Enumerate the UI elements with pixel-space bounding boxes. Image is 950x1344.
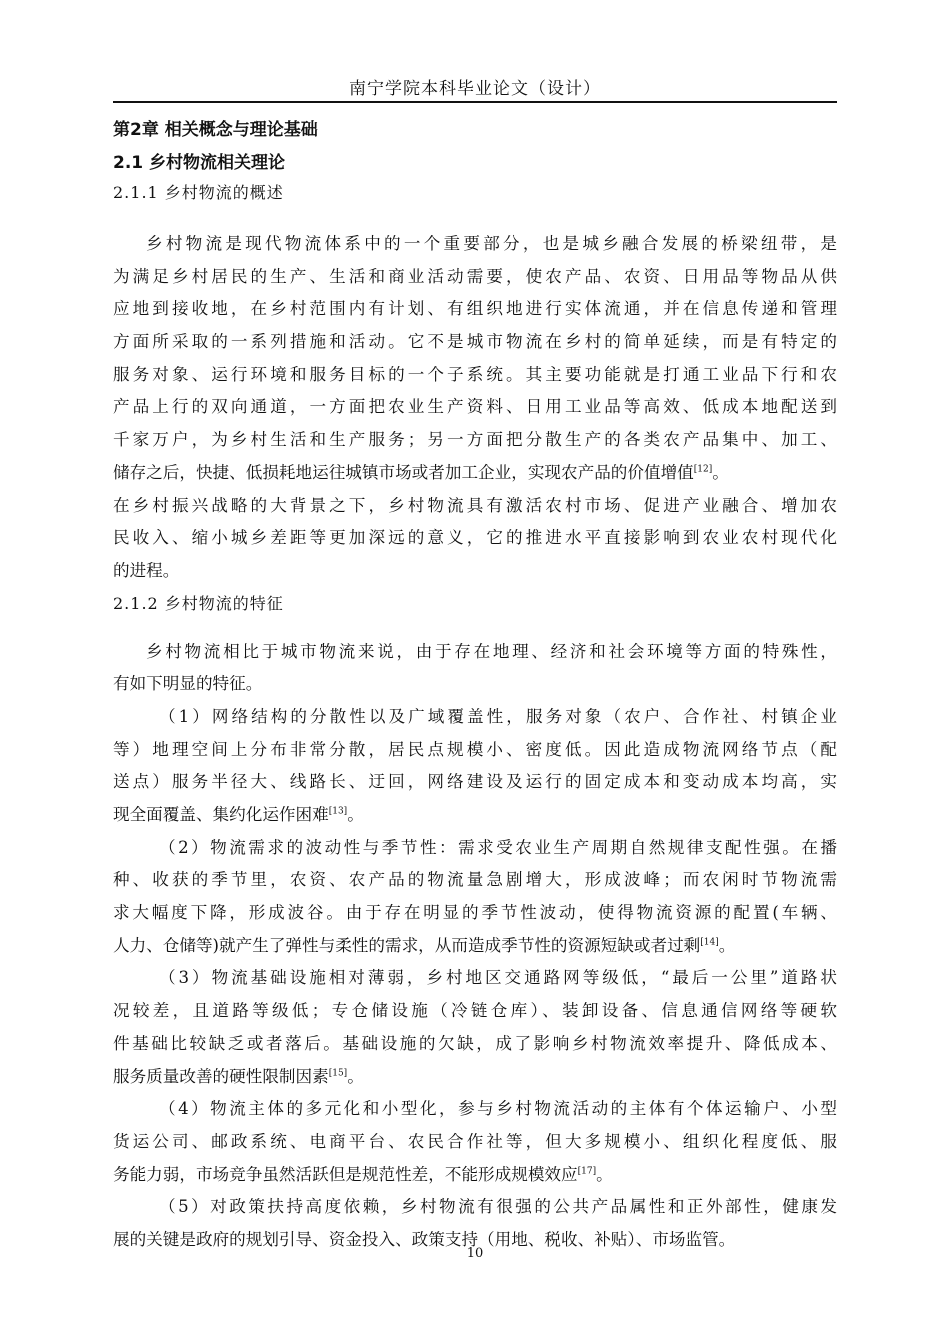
feature-item-2 — [113, 832, 837, 963]
text-run: 务能力弱，市场竞争虽然活跃但是规范性差，不能形成规模效应 — [113, 1164, 578, 1184]
text-line: 求大幅度下降，形成波谷。由于存在明显的季节性波动，使得物流资源的配置(车辆、 — [113, 903, 837, 923]
text-run: 。 — [347, 1066, 364, 1086]
text-line: 等）地理空间上分布非常分散，居民点规模小、密度低。因此造成物流网络节点（配 — [113, 739, 837, 759]
text-run: 储存之后，快捷、低损耗地运往城镇市场或者加工企业，实现农产品的价值增值 — [113, 462, 694, 482]
text-line: 乡村物流相比于城市物流来说，由于存在地理、经济和社会环境等方面的特殊性， — [146, 641, 837, 661]
spacer — [113, 620, 837, 636]
text-line — [113, 457, 837, 490]
text-line: 方面所采取的一系列措施和活动。它不是城市物流在乡村的简单延续，而是有特定的 — [113, 332, 837, 352]
text-line: （1）网络结构的分散性以及广域覆盖性，服务对象（农户、合作社、村镇企业 — [159, 706, 837, 726]
text-line: 有如下明显的特征。 — [113, 674, 263, 694]
text-line: （3）物流基础设施相对薄弱，乡村地区交通路网等级低，“最后一公里”道路状 — [159, 968, 837, 988]
text-line: （4）物流主体的多元化和小型化，参与乡村物流活动的主体有个体运输户、小型 — [159, 1099, 837, 1119]
text-line: 货运公司、邮政系统、电商平台、农民合作社等，但大多规模小、组织化程度低、服 — [113, 1131, 837, 1151]
text-run: 。 — [712, 462, 729, 482]
citation: [12] — [693, 464, 713, 475]
text-line: 种、收获的季节里，农资、农产品的物流量急剧增大，形成波峰；而农闲时节物流需 — [113, 870, 837, 890]
text-line: （2）物流需求的波动性与季节性：需求受农业生产周期自然规律支配性强。在播 — [159, 837, 837, 857]
text-line — [113, 1159, 837, 1192]
citation: [14] — [700, 937, 719, 948]
feature-item-3 — [113, 962, 837, 1093]
text-run: 人力、仓储等)就产生了弹性与柔性的需求，从而造成季节性的资源短缺或者过剩 — [113, 935, 701, 955]
text-line: 在乡村振兴战略的大背景之下，乡村物流具有激活农村市场、促进产业融合、增加农 — [113, 495, 837, 515]
text-line: 况较差，且道路等级低；专仓储设施（冷链仓库）、装卸设备、信息通信网络等硬软 — [113, 1001, 837, 1021]
text-run: 。 — [718, 935, 736, 955]
chapter-title: 第2章 相关概念与理论基础 — [113, 120, 318, 140]
header-rule — [113, 101, 837, 103]
citation: [17] — [577, 1166, 597, 1177]
main-content — [113, 112, 837, 1257]
text-line: 民收入、缩小城乡差距等更加深远的意义，它的推进水平直接影响到农业农村现代化 — [113, 528, 837, 548]
subsection-title-features: 2.1.2 乡村物流的特征 — [113, 593, 284, 613]
text-line: （5）对政策扶持高度依赖，乡村物流有很强的公共产品属性和正外部性，健康发 — [159, 1197, 837, 1217]
text-line — [113, 930, 837, 963]
text-line: 送点）服务半径大、线路长、迂回，网络建设及运行的固定成本和变动成本均高，实 — [113, 772, 837, 792]
text-run: 。 — [596, 1164, 613, 1184]
text-run: 。 — [347, 805, 364, 824]
text-line: 产品上行的双向通道，一方面把农业生产资料、日用工业品等高效、低成本地配送到 — [113, 397, 837, 417]
feature-item-4 — [113, 1093, 837, 1191]
text-line — [113, 799, 837, 832]
subsection-title-overview: 2.1.1 乡村物流的概述 — [113, 183, 284, 202]
page-number: 10 — [466, 1246, 484, 1261]
text-line: 为满足乡村居民的生产、生活和商业活动需要，使农产品、农资、日用品等物品从供 — [113, 266, 837, 286]
text-run: 现全面覆盖、集约化运作困难 — [113, 805, 329, 824]
text-line: 服务对象、运行环境和服务目标的一个子系统。其主要功能就是打通工业品下行和农 — [113, 364, 837, 384]
text-line: 乡村物流是现代物流体系中的一个重要部分，也是城乡融合发展的桥梁纽带，是 — [146, 234, 837, 253]
feature-item-1 — [113, 701, 837, 832]
citation: [13] — [328, 806, 348, 817]
text-line: 的进程。 — [113, 560, 180, 580]
spacer — [113, 208, 837, 228]
text-line: 千家万户，为乡村生活和生产服务；另一方面把分散生产的各类农产品集中、加工、 — [113, 430, 837, 450]
text-line: 件基础比较缺乏或者落后。基础设施的欠缺，成了影响乡村物流效率提升、降低成本、 — [113, 1033, 837, 1053]
text-line — [113, 1061, 837, 1094]
text-run: 服务质量改善的硬性限制因素 — [113, 1066, 329, 1086]
section-title: 2.1 乡村物流相关理论 — [113, 153, 286, 173]
citation: [15] — [328, 1067, 348, 1078]
paragraph-features-intro — [113, 636, 837, 701]
paragraph-overview — [113, 228, 837, 588]
text-line: 展的关键是政府的规划引导、资金投入、政策支持（用地、税收、补贴）、市场监管。 — [113, 1229, 736, 1249]
running-header: 南宁学院本科毕业论文（设计） — [349, 79, 601, 99]
text-line: 应地到接收地，在乡村范围内有计划、有组织地进行实体流通，并在信息传递和管理 — [113, 299, 837, 319]
